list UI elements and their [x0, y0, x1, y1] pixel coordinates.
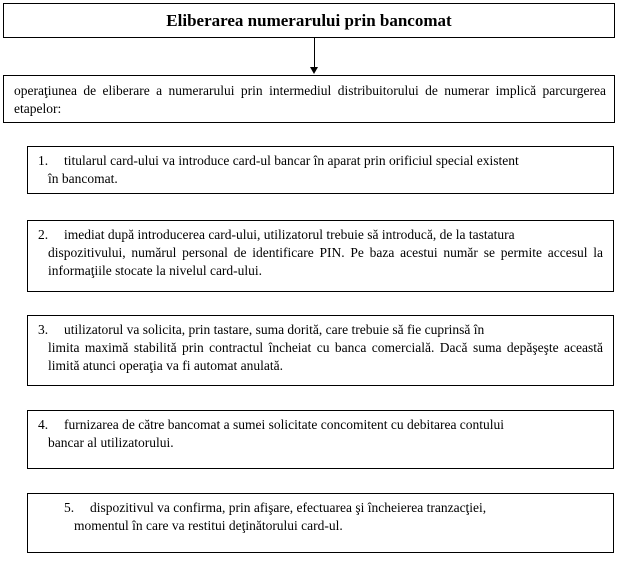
intro-text: operaţiunea de eliberare a numerarului prin intermediul distribuitorului de numerar implică parcurgerea etapelor: — [14, 83, 606, 116]
step-text-rest: bancar al utilizatorului. — [48, 435, 174, 450]
step-text-first-line: titularul card-ului va introduce card-ul bancar în aparat prin orificiul special existent — [64, 153, 519, 168]
step-number: 1. — [38, 153, 49, 168]
arrow-down-icon — [310, 67, 318, 74]
step-box-3 — [27, 315, 614, 386]
diagram-title — [3, 3, 615, 38]
step-text-rest: dispozitivului, numărul personal de identificare PIN. Pe baza acestui număr se permite accesul la informaţiile stocate la nivelul card-ului. — [48, 245, 603, 278]
diagram-title-text: Eliberarea numerarului prin bancomat — [166, 10, 452, 30]
step-text-rest: în bancomat. — [48, 171, 118, 186]
step-box-4 — [27, 410, 614, 469]
connector-line — [314, 38, 315, 68]
step-box-2 — [27, 220, 614, 292]
step-number: 3. — [38, 322, 49, 337]
step-text-first-line: utilizatorul va solicita, prin tastare, suma dorită, care trebuie să fie cuprinsă în — [64, 322, 485, 337]
step-number: 5. — [64, 500, 75, 515]
step-text-rest: limita maximă stabilită prin contractul încheiat cu banca comercială. Dacă suma depăşeşte această limită atunci operaţia va fi automat anulată. — [48, 340, 603, 373]
intro-box — [3, 75, 615, 123]
step-text-rest: momentul în care va restitui deţinătorului card-ul. — [74, 518, 343, 533]
step-box-1 — [27, 146, 614, 194]
step-number: 4. — [38, 417, 49, 432]
step-box-5 — [27, 493, 614, 553]
step-text-first-line: dispozitivul va confirma, prin afişare, efectuarea şi încheierea tranzacţiei, — [90, 500, 487, 515]
step-text-first-line: furnizarea de către bancomat a sumei solicitate concomitent cu debitarea contului — [64, 417, 505, 432]
step-number: 2. — [38, 227, 49, 242]
step-text-first-line: imediat după introducerea card-ului, utilizatorul trebuie să introducă, de la tastatura — [64, 227, 515, 242]
